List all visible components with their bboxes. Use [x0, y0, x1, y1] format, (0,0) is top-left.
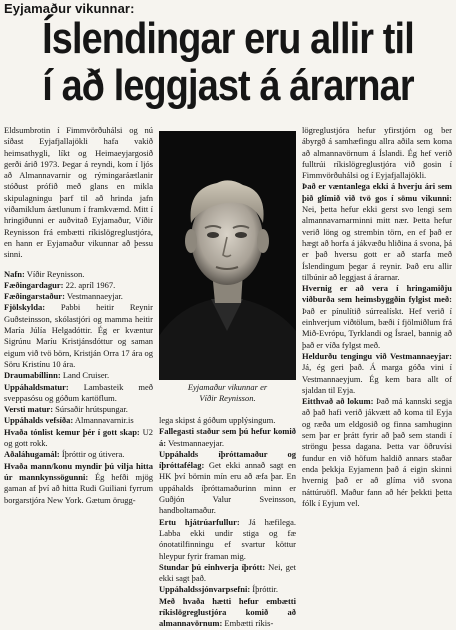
kicker: Eyjamaður vikunnar: — [4, 1, 135, 16]
profile-practice-sport — [159, 562, 296, 585]
question-final — [302, 396, 452, 509]
portrait-photo — [159, 131, 296, 380]
profile-label: Hvaða tónlist kemur þér í gott skap: — [4, 426, 140, 437]
profile-text: Vestmannaeyjar. — [166, 437, 225, 448]
question-civil-defense — [159, 596, 296, 630]
profile-label: Með hvaða hætti hefur embætti ríkislögreglustjóra komið að almannavörnum: — [159, 595, 296, 629]
profile-text: Það má kannski segja að það hafi verið jákvætt að koma til Eyja og ræða um eldgosið og finna samhuginn sem þar er þrátt fyrir að það sem standi í ströngu þessa dagana. Þetta var öðruvísi fundur en við höfum haldið annars staðar enda þekkja Eyjamenn það á eigin skinni hvernig það er að glíma við svona náttúruöfl. Maður fann að hér þekkti þetta fólk í Eyjum vel. — [302, 396, 452, 508]
profile-hobby — [4, 449, 153, 460]
column-2 — [159, 415, 296, 630]
profile-label: Það er væntanlega ekki á hverju ári sem þið glímið við tvö gos í sömu vikunni: — [302, 181, 452, 203]
intro-paragraph: Eldsumbrotin í Fimmvörðuhálsi og nú síðast Eyjafjallajökli hafa vakið heimsathygli, líkt og Heimaeyjargosið gerði árið 1973. Þegar á reyndi, kom í ljós að Almannavarnir og rýmingaráætlanir stóðust prófið með glans en mikla skipulagningu þarf til að hrinda jafn viðamiklum áætlunum í framkvæmd. Mitt í hringiðunni er auðvitað Eyjamaður, Víðir Reynisson frá embætti ríkislögreglustjóra, en hann er Eyjamaður vikunnar að þessu sinni. — [4, 125, 153, 260]
profile-text: Ég hefði mjög gaman af því að hitta Rudi Guiliani fyrrum borgarstjóra New York. Gætum örugg- — [4, 471, 154, 505]
profile-text: Íþróttir og útivera. — [59, 449, 125, 460]
profile-text: Vestmannaeyjar. — [64, 291, 123, 302]
profile-label: Stundar þú einhverja íþrótt: — [159, 561, 266, 572]
profile-label: Eitthvað að lokum: — [302, 396, 374, 407]
headline-line-1: Íslendingar eru allir til — [42, 14, 414, 63]
profile-birthday — [4, 280, 153, 291]
profile-history-person-cont: lega skipst á góðum upplýsingum. — [159, 415, 276, 425]
profile-text: Embætti ríkis- — [224, 618, 274, 629]
profile-superstition — [159, 517, 296, 562]
caption-line-1: Eyjamaður vikunnar er — [187, 382, 268, 392]
profile-worst-food — [4, 404, 153, 415]
profile-label: Uppáhaldssjónvarpsefni: — [159, 584, 251, 595]
profile-text: Nei, get ekki sagt það. — [159, 561, 296, 584]
caption-line-2: Víðir Reynisson. — [199, 392, 256, 403]
profile-text: Lambasteik með sveppasósu og góðum kartöflum. — [4, 381, 153, 403]
column-3 — [302, 125, 452, 509]
profile-name — [4, 269, 153, 280]
profile-music — [4, 427, 153, 450]
profile-label: Aðaláhugamál: — [4, 449, 60, 460]
profile-website — [4, 415, 153, 426]
profile-label: Fallegasti staður sem þú hefur komið á: — [159, 426, 296, 448]
profile-text: Land Cruiser. — [60, 370, 110, 381]
profile-text: Súrsaðir hrútspungar. — [53, 404, 128, 415]
headline-line-2: í að leggjast á árarnar — [42, 61, 414, 110]
question-connection — [302, 351, 452, 396]
question-two-eruptions — [302, 181, 452, 283]
profile-label: Nafn: — [4, 268, 25, 279]
profile-label: Ertu hjátrúarfullur: — [159, 516, 240, 527]
profile-label: Fæðingardagur: — [4, 279, 64, 290]
portrait-illustration — [159, 131, 296, 380]
profile-history-person — [4, 461, 153, 506]
question-world-attention — [302, 283, 452, 351]
profile-favorite-food — [4, 382, 153, 405]
profile-dream-car — [4, 370, 153, 381]
profile-text: Pabbi heitir Reynir Guðsteinsson, skólastjóri og mamma heitir María Júlía Helgadóttir. Ég er kvæntur Sigrúnu Maríu Kristjánsdóttur og saman eigum við tvö börn, Kristján Orra 17 ára og Söru Kristínu 10 ára. — [4, 302, 153, 369]
photo-caption — [159, 382, 296, 403]
profile-text: Almannavarnir.is — [73, 415, 134, 426]
profile-label: Uppáhalds íþróttamaður og íþróttafélag: — [159, 448, 296, 471]
profile-family — [4, 302, 153, 370]
profile-text: Íþróttir. — [250, 584, 279, 595]
profile-text: Það er pínulítið súrrealískt. Hef verið í einhverjum viðtölum, bæði í fjölmiðlum frá Mið-Evrópu, Tyrklandi og Ísrael, bannig að það er víða fylgst með. — [302, 305, 452, 350]
profile-beautiful-place — [159, 426, 296, 449]
profile-text: U2 og gott rokk. — [4, 426, 153, 449]
profile-text: Já, ég geri það. Á marga góða vini í Vestmannaeyjum. Ég kem bara allt of sjaldan til Eyja. — [302, 362, 452, 395]
profile-label: Versti matur: — [4, 404, 54, 415]
profile-label: Fæðingarstaður: — [4, 291, 65, 302]
profile-text: 22. apríl 1967. — [63, 279, 116, 290]
profile-label: Uppáhalds vefsíða: — [4, 415, 74, 426]
profile-sports — [159, 449, 296, 517]
column-1 — [4, 125, 153, 506]
profile-label: Heldurðu tengingu við Vestmannaeyjar: — [302, 350, 452, 361]
profile-text: Já hæfilega. Labba ekki undir stiga og fæ ónotatilfinningu ef svartur köttur hleypur fyrir framan mig. — [159, 516, 296, 561]
profile-text: Víðir Reynisson. — [24, 268, 85, 279]
profile-birthplace — [4, 291, 153, 302]
answer-civil-defense: lögreglustjóra hefur yfirstjórn og ber ábyrgð á samhæfingu allra aðila sem koma að almannavörnum á Íslandi. Ég hef verið fulltrúi ríkislögreglustjóra við gosin í Fimmvörðuhálsi og í Eyjafjallajökli. — [302, 125, 452, 181]
profile-label: Uppáhaldsmatur: — [4, 381, 69, 392]
profile-label: Draumabíllinn: — [4, 370, 61, 381]
profile-tv — [159, 584, 296, 595]
profile-label: Fjölskylda: — [4, 302, 46, 313]
profile-label: Hvaða mann/konu myndir þú vilja hitta úr mannkynssögunni: — [4, 460, 153, 482]
profile-text: Nei, þetta hefur ekki gerst svo lengi sem almannavarnarminni mitt nær. Þetta hefur verið löng og strembin törn, en ef það er hægt að horfa á jákvæðu hliðina á svona, þá er það hversu gott er að starfa með Íslendingum þegar á reynir. Það eru allir tilbúnir að leggjast á árarnar. — [302, 204, 452, 282]
profile-text: Get ekki annað sagt en HK því börnin mín eru að æfa þar. En uppáhalds íþróttamaðurinn minn er Guðjón Valur Sveinsson, handboltamaður. — [159, 460, 296, 516]
profile-label: Hvernig er að vera í hringamiðju viðburða sem heimsbyggðin fylgist með: — [302, 283, 452, 305]
